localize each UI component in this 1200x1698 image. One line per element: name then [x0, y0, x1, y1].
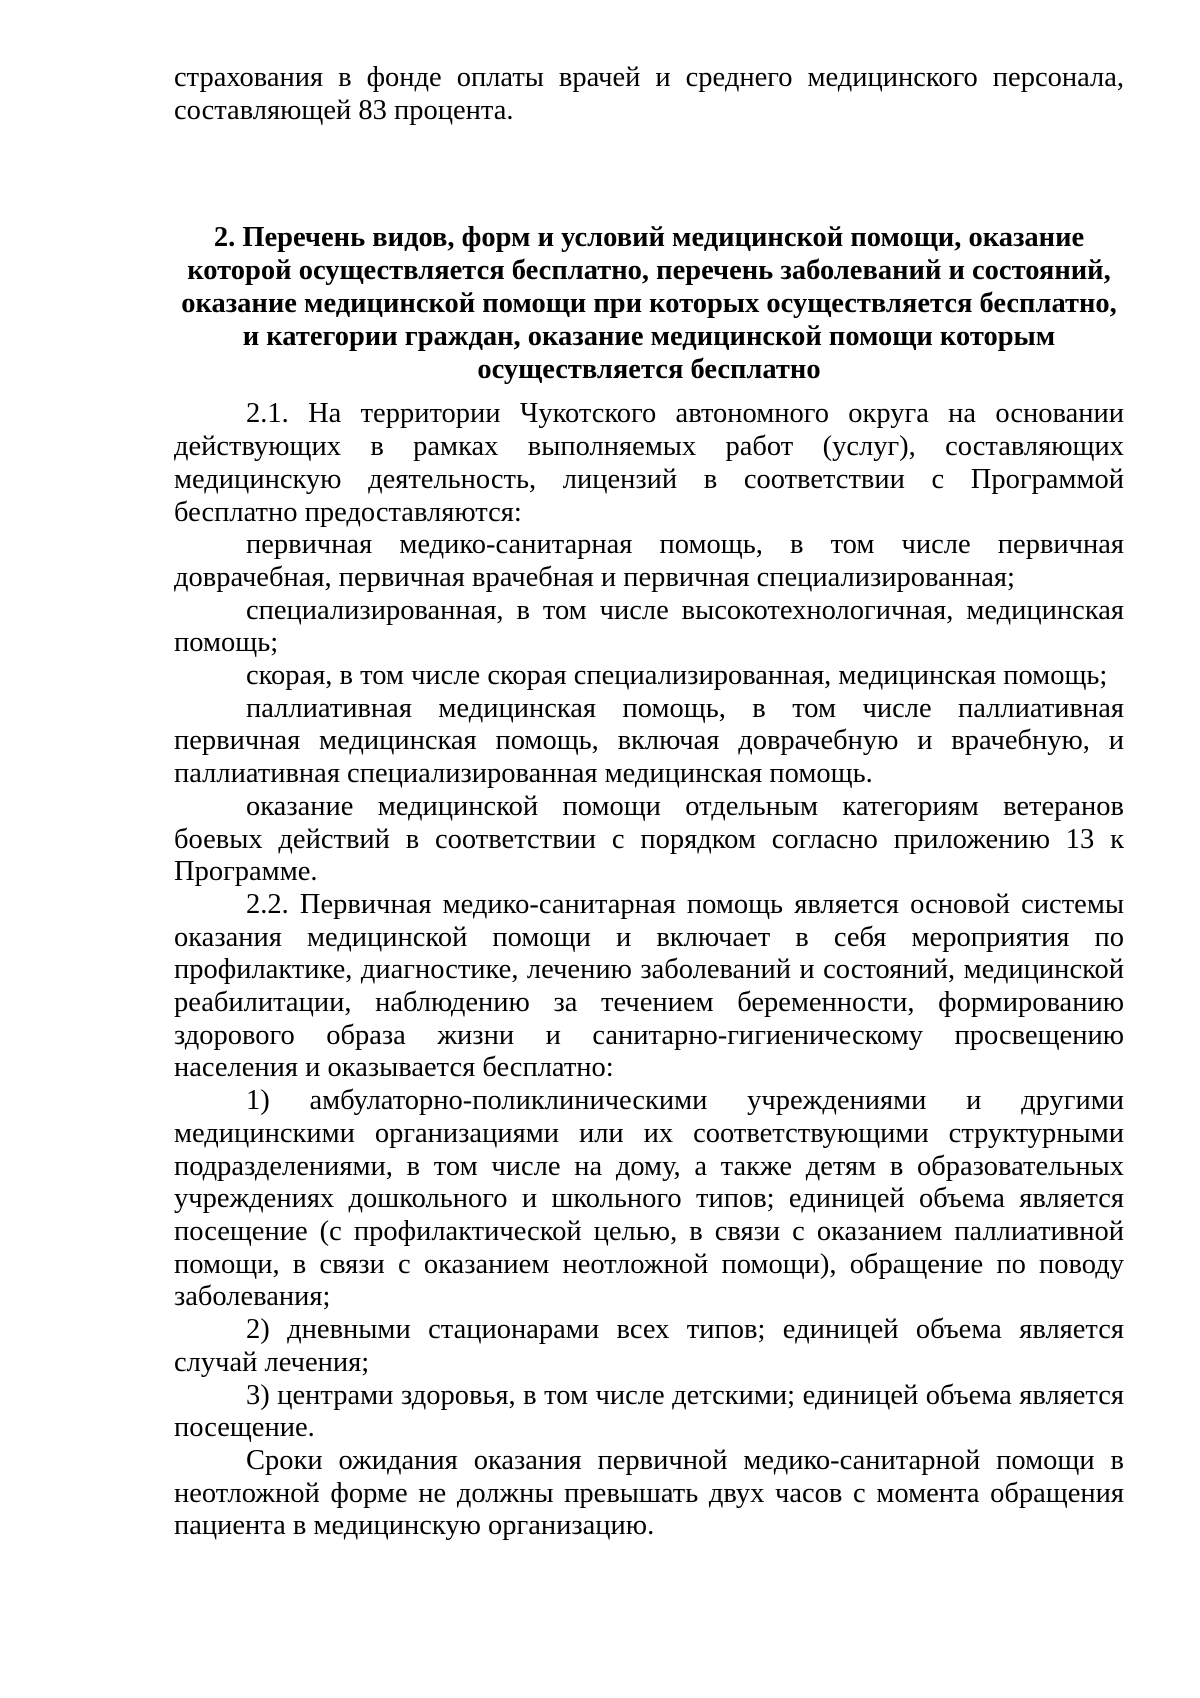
section-heading-line: осуществляется бесплатно	[477, 354, 821, 386]
section-heading-line: оказание медицинской помощи при которых осуществляется бесплатно,	[181, 288, 1117, 320]
section-heading-line: которой осуществляется бесплатно, перечень заболеваний и состояний,	[187, 255, 1111, 287]
section-heading-line: и категории граждан, оказание медицинской помощи которым	[242, 321, 1056, 353]
section-heading-line: 2. Перечень видов, форм и условий медицинской помощи, оказание	[213, 222, 1085, 254]
list-item-specialized-care: специализированная, в том числе высокотехнологичная, медицинская помощь;	[174, 594, 1124, 659]
list-item-palliative-care: паллиативная медицинская помощь, в том числе паллиативная первичная медицинская помощь, включая доврачебную и врачебную, и паллиативная специализированная медицинская помощь.	[174, 692, 1124, 790]
list-item-emergency-care: скорая, в том числе скорая специализированная, медицинская помощь;	[246, 660, 1108, 692]
paragraph-2-1: 2.1. На территории Чукотского автономного округа на основании действующих в рамках выполняемых работ (услуг), составляющих медицинскую деятельность, лицензий в соответствии с Программой бесплатно предоставляются:	[174, 398, 1124, 528]
document-page	[174, 62, 1124, 1543]
intro-paragraph: страхования в фонде оплаты врачей и среднего медицинского персонала, составляющей 83 процента.	[174, 62, 1124, 126]
list-item-outpatient: 1) амбулаторно-поликлиническими учреждениями и другими медицинскими организациями или их соответствующими структурными подразделениями, в том числе на дому, а также детям в образовательных учреждениях дошкольного и школьного типов; единицей объема является посещение (с профилактической целью, в связи с оказанием паллиативной помощи, в связи с оказанием неотложной помощи), обращение по поводу заболевания;	[174, 1085, 1124, 1313]
list-item-day-hospitals: 2) дневными стационарами всех типов; единицей объема является случай лечения;	[174, 1314, 1124, 1378]
list-item-veterans-care: оказание медицинской помощи отдельным категориям ветеранов боевых действий в соответствии с порядком согласно приложению 13 к Программе.	[174, 790, 1124, 888]
section-heading	[174, 221, 1124, 386]
paragraph-2-2: 2.2. Первичная медико-санитарная помощь является основой системы оказания медицинской помощи и включает в себя мероприятия по профилактике, диагностике, лечению заболеваний и состояний, медицинской реабилитации, наблюдению за течением беременности, формированию здорового образа жизни и санитарно-гигиеническому просвещению населения и оказывается бесплатно:	[174, 888, 1124, 1084]
paragraph-waiting-times: Сроки ожидания оказания первичной медико-санитарной помощи в неотложной форме не должны превышать двух часов с момента обращения пациента в медицинскую организацию.	[174, 1444, 1124, 1542]
list-item-primary-care: первичная медико-санитарная помощь, в том числе первичная доврачебная, первичная врачебная и первичная специализированная;	[174, 529, 1124, 593]
section-body	[174, 398, 1124, 1543]
list-item-health-centers: 3) центрами здоровья, в том числе детскими; единицей объема является посещение.	[174, 1379, 1124, 1444]
